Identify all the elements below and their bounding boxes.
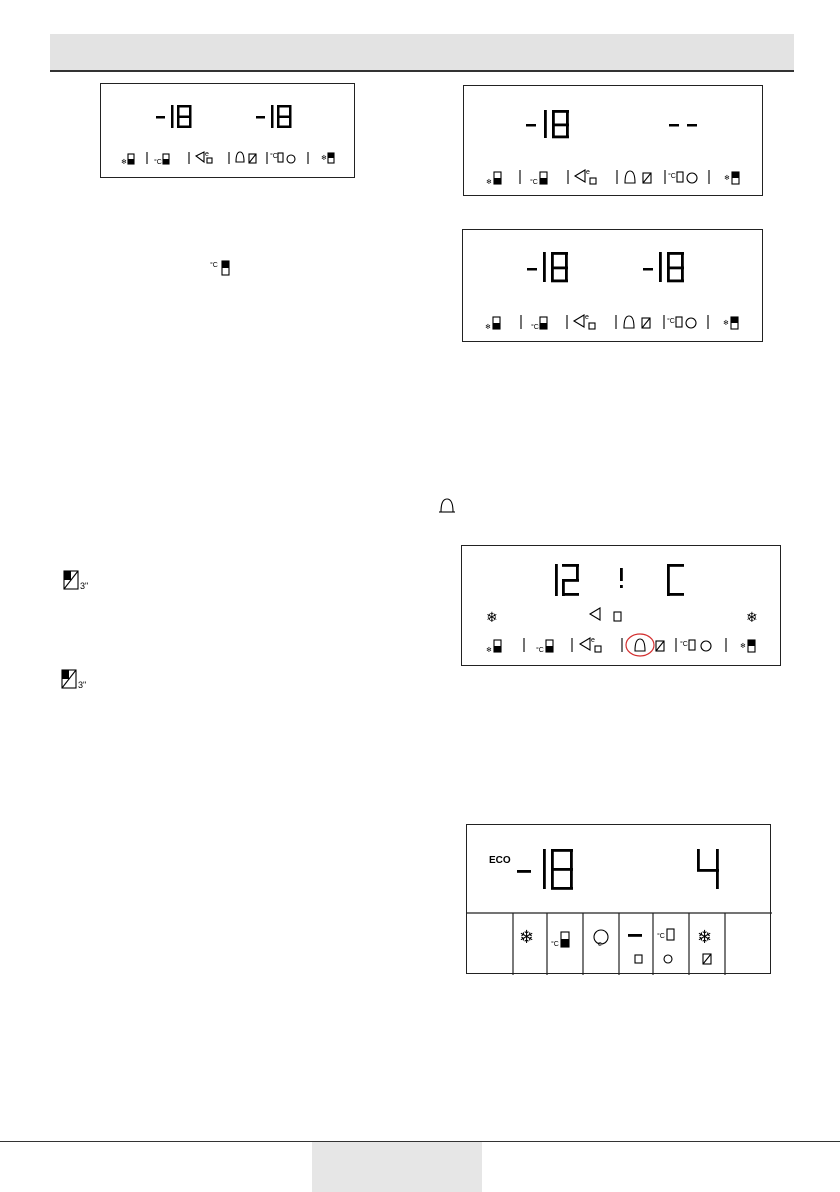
temperature-freezer (527, 252, 568, 282)
temperature-fridge (697, 849, 719, 889)
svg-text:°C: °C (530, 179, 538, 186)
quick-freeze-icon: ❄ (519, 927, 535, 948)
svg-text:❄: ❄ (486, 647, 492, 654)
svg-text:e: e (586, 169, 590, 176)
page-header-bar (50, 34, 794, 72)
svg-text:°C: °C (270, 153, 278, 160)
vacation-mode-icon (667, 929, 674, 940)
control-panel-display-1 (100, 83, 355, 178)
svg-text:°C: °C (154, 159, 162, 166)
temperature-fridge (256, 105, 292, 128)
digit-12 (555, 564, 579, 596)
eco-label: ECO (489, 855, 511, 866)
snowflake-icon: ❄ (746, 610, 758, 626)
lock-icon (635, 955, 642, 963)
icon-row (121, 151, 334, 166)
control-panel-display-2 (463, 85, 763, 196)
svg-text:❄: ❄ (724, 175, 730, 182)
svg-text:❄: ❄ (121, 159, 127, 166)
svg-text:e: e (598, 941, 602, 948)
svg-text:3": 3" (80, 581, 89, 591)
icon-row (486, 634, 755, 656)
footer-page-tab (312, 1142, 482, 1192)
temperature-freezer (526, 110, 569, 138)
key-lock-3s-icon (62, 569, 102, 593)
svg-text:°C: °C (531, 324, 539, 331)
svg-text:°C: °C (536, 647, 544, 654)
temperature-freezer (156, 105, 192, 128)
lock-icon (614, 612, 621, 621)
temperature-freezer (517, 849, 573, 890)
icon-row (486, 169, 739, 186)
control-panel-display-5 (466, 824, 771, 974)
svg-text:3": 3" (78, 680, 87, 690)
svg-text:❄: ❄ (485, 324, 491, 331)
svg-text:e: e (205, 151, 209, 158)
alarm-bell-icon (438, 496, 456, 516)
alarm-highlight-circle (626, 634, 654, 656)
snowflake-icon: ❄ (486, 610, 498, 626)
key-lock-3s-icon (60, 668, 100, 692)
fridge-setting-icon (210, 258, 236, 278)
temperature-fridge (643, 252, 684, 282)
svg-text:°C: °C (668, 173, 676, 180)
exclamation-indicator (620, 568, 623, 588)
svg-text:❄: ❄ (486, 179, 492, 186)
digit-c (667, 564, 684, 596)
temperature-fridge-dashes (669, 124, 697, 127)
svg-text:°C: °C (657, 933, 665, 940)
svg-text:e: e (585, 314, 589, 321)
snowflake-icon: ❄ (697, 927, 713, 948)
svg-text:°C: °C (551, 941, 559, 948)
svg-text:❄: ❄ (321, 155, 327, 162)
svg-text:❄: ❄ (740, 643, 746, 650)
eco-fuzzy-icon (590, 608, 600, 620)
control-panel-display-4 (461, 545, 781, 666)
svg-text:e: e (591, 637, 595, 644)
svg-text:°C: °C (680, 641, 688, 648)
svg-text:❄: ❄ (723, 320, 729, 327)
svg-text:°C: °C (210, 262, 218, 269)
control-panel-display-3 (462, 229, 763, 342)
alarm-bell-icon (635, 639, 645, 651)
icon-row (485, 314, 738, 331)
svg-text:°C: °C (667, 318, 675, 325)
